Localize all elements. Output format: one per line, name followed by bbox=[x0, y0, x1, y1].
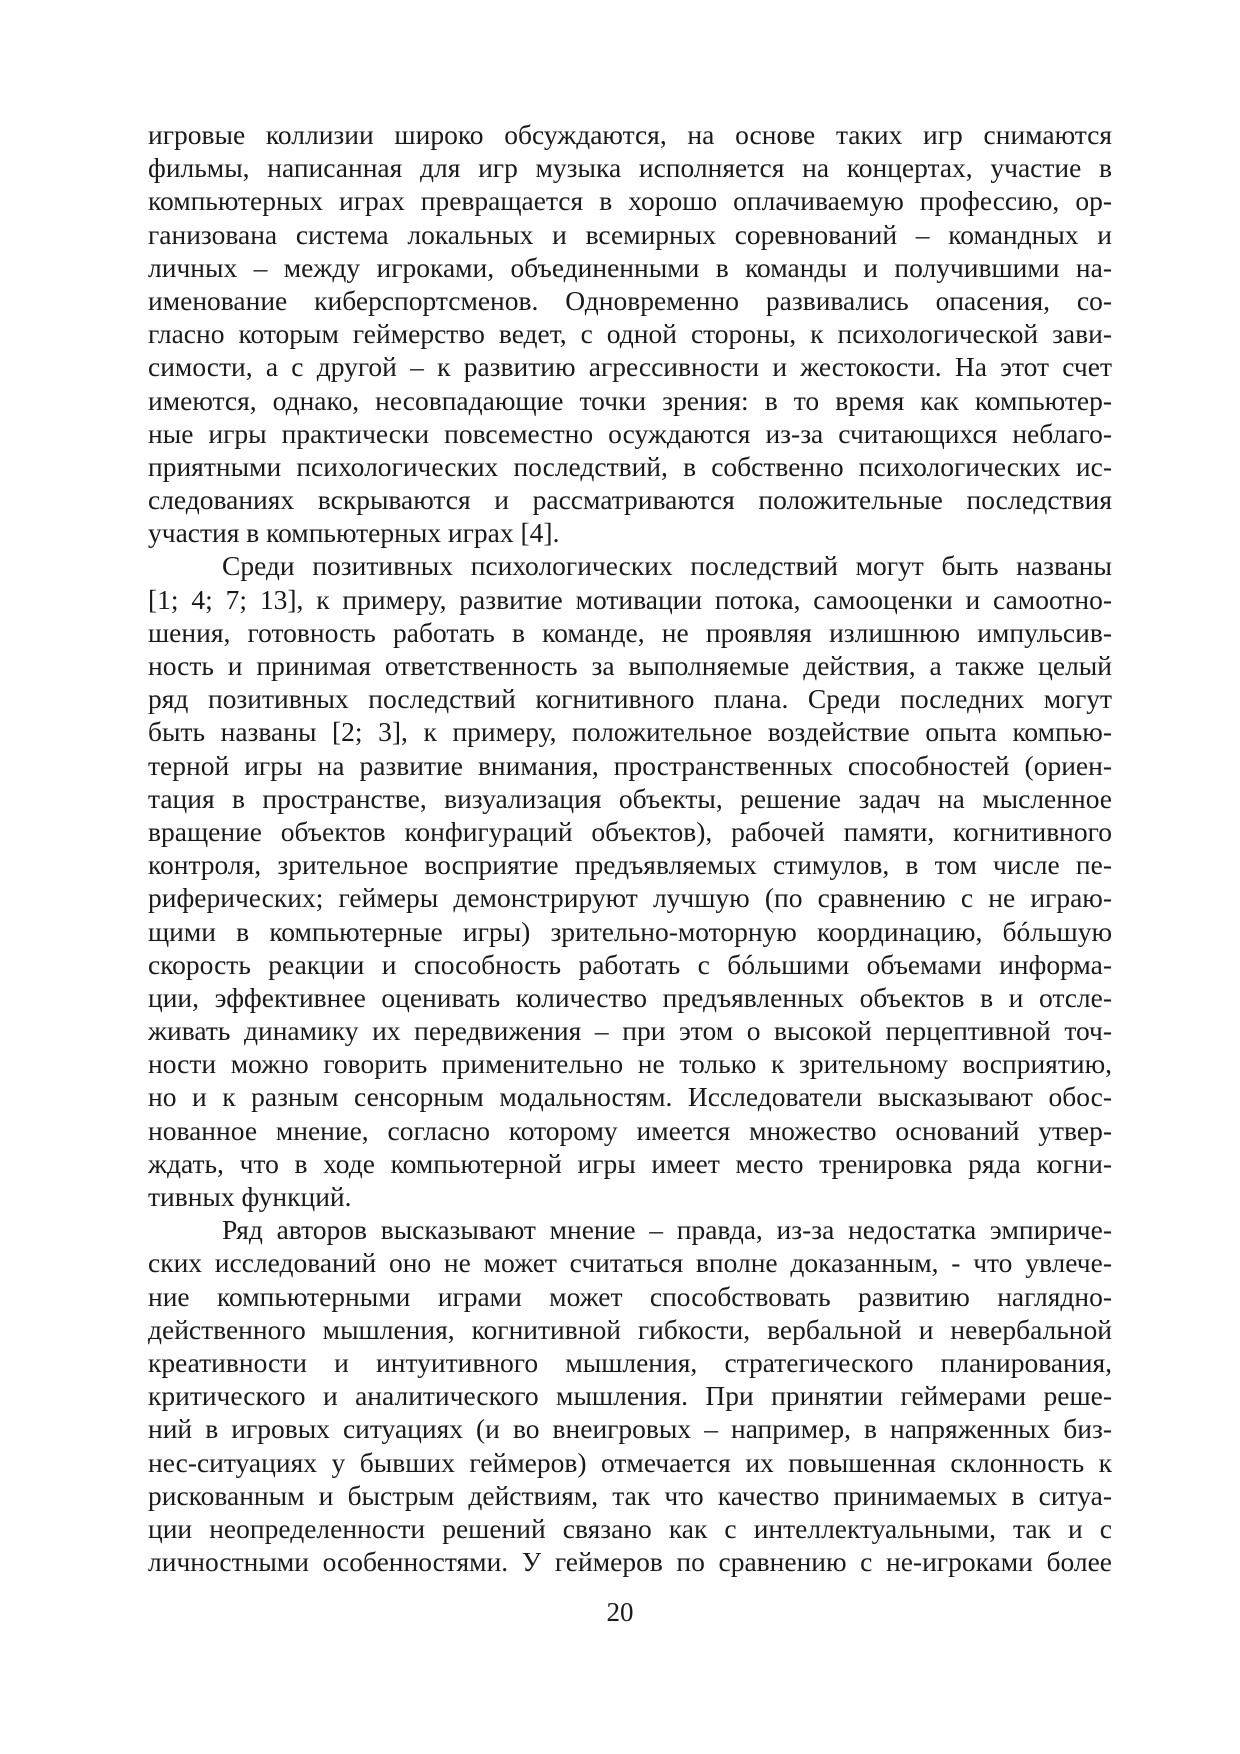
text-line: действенного мышления, когнитивной гибкости, вербальной и невербальной bbox=[148, 1313, 1112, 1345]
text-line: ганизована система локальных и всемирных соревнований – командных и bbox=[148, 218, 1112, 250]
text-line: Ряд авторов высказывают мнение – правда, из-за недостатка эмпириче- bbox=[222, 1214, 1112, 1246]
body-text bbox=[148, 118, 1112, 1578]
text-line: симости, а с другой – к развитию агрессивности и жестокости. На этот счет bbox=[148, 351, 1112, 383]
text-line: быть названы [2; 3], к примеру, положительное воздействие опыта компью- bbox=[148, 716, 1112, 748]
text-line: рискованным и быстрым действиям, так что качество принимаемых в ситуа- bbox=[148, 1479, 1112, 1511]
text-line: скорость реакции и способность работать с бóльшими объемами информа- bbox=[148, 948, 1112, 980]
text-line: живать динамику их передвижения – при этом о высокой перцептивной точ- bbox=[148, 1015, 1112, 1047]
text-line: личных – между игроками, объединенными в команды и получившими на- bbox=[148, 251, 1112, 283]
text-line: участия в компьютерных играх [4]. bbox=[148, 517, 560, 549]
text-line: приятными психологических последствий, в собственно психологических ис- bbox=[148, 450, 1112, 482]
text-line: контроля, зрительное восприятие предъявляемых стимулов, в том числе пе- bbox=[148, 849, 1112, 881]
text-line: ность и принимая ответственность за выполняемые действия, а также целый bbox=[148, 650, 1112, 681]
text-line: гласно которым геймерство ведет, с одной стороны, к психологической зави- bbox=[148, 318, 1112, 350]
text-line: ные игры практически повсеместно осуждаются из-за считающихся неблаго- bbox=[148, 417, 1112, 449]
text-line: критического и аналитического мышления. При принятии геймерами реше- bbox=[148, 1380, 1112, 1412]
text-line: нес-ситуациях у бывших геймеров) отмечается их повышенная склонность к bbox=[148, 1446, 1112, 1478]
text-line: ний в игровых ситуациях (и во внеигровых – например, в напряженных биз- bbox=[148, 1413, 1112, 1445]
text-line: шения, готовность работать в команде, не проявляя излишнюю импульсив- bbox=[148, 616, 1112, 648]
text-line: тивных функций. bbox=[148, 1181, 352, 1212]
text-line: ции неопределенности решений связано как с интеллектуальными, так и с bbox=[148, 1512, 1112, 1544]
text-line: [1; 4; 7; 13], к примеру, развитие мотивации потока, самооценки и самоотно- bbox=[148, 583, 1112, 615]
text-line: компьютерных играх превращается в хорошо оплачиваемую профессию, ор- bbox=[148, 185, 1112, 217]
text-line: риферических; геймеры демонстрируют лучшую (по сравнению с не играю- bbox=[148, 882, 1112, 914]
text-line: ских исследований оно не может считаться вполне доказанным, - что увлече- bbox=[148, 1247, 1112, 1279]
text-line: ждать, что в ходе компьютерной игры имеет место тренировка ряда когни- bbox=[148, 1147, 1112, 1179]
text-line: вращение объектов конфигураций объектов), рабочей памяти, когнитивного bbox=[148, 815, 1112, 847]
text-line: ции, эффективнее оценивать количество предъявленных объектов в и отсле- bbox=[148, 981, 1112, 1013]
text-line: нованное мнение, согласно которому имеется множество оснований утвер- bbox=[148, 1114, 1112, 1146]
text-line: имеются, однако, несовпадающие точки зрения: в то время как компьютер- bbox=[148, 384, 1112, 416]
text-line: следованиях вскрываются и рассматриваются положительные последствия bbox=[148, 484, 1112, 516]
text-line: креативности и интуитивного мышления, стратегического планирования, bbox=[148, 1346, 1112, 1378]
text-line: личностными особенностями. У геймеров по сравнению с не-игроками более bbox=[148, 1546, 1112, 1578]
text-line: игровые коллизии широко обсуждаются, на основе таких игр снимаются bbox=[148, 119, 1112, 150]
text-line: Среди позитивных психологических последствий могут быть названы bbox=[222, 550, 1112, 582]
text-line: но и к разным сенсорным модальностям. Исследователи высказывают обос- bbox=[148, 1081, 1112, 1113]
text-line: щими в компьютерные игры) зрительно-моторную координацию, бóльшую bbox=[148, 915, 1112, 947]
text-line: именование киберспортсменов. Одновременно развивались опасения, со- bbox=[148, 284, 1112, 316]
text-line: терной игры на развитие внимания, пространственных способностей (ориен- bbox=[148, 749, 1112, 781]
text-line: ние компьютерными играми может способствовать развитию наглядно- bbox=[148, 1280, 1112, 1312]
text-line: ности можно говорить применительно не только к зрительному восприятию, bbox=[148, 1048, 1112, 1080]
page-number: 20 bbox=[606, 1597, 634, 1627]
text-line: тация в пространстве, визуализация объекты, решение задач на мысленное bbox=[148, 782, 1112, 814]
text-line: фильмы, написанная для игр музыка исполняется на концертах, участие в bbox=[148, 152, 1112, 184]
text-line: ряд позитивных последствий когнитивного плана. Среди последних могут bbox=[148, 683, 1112, 715]
